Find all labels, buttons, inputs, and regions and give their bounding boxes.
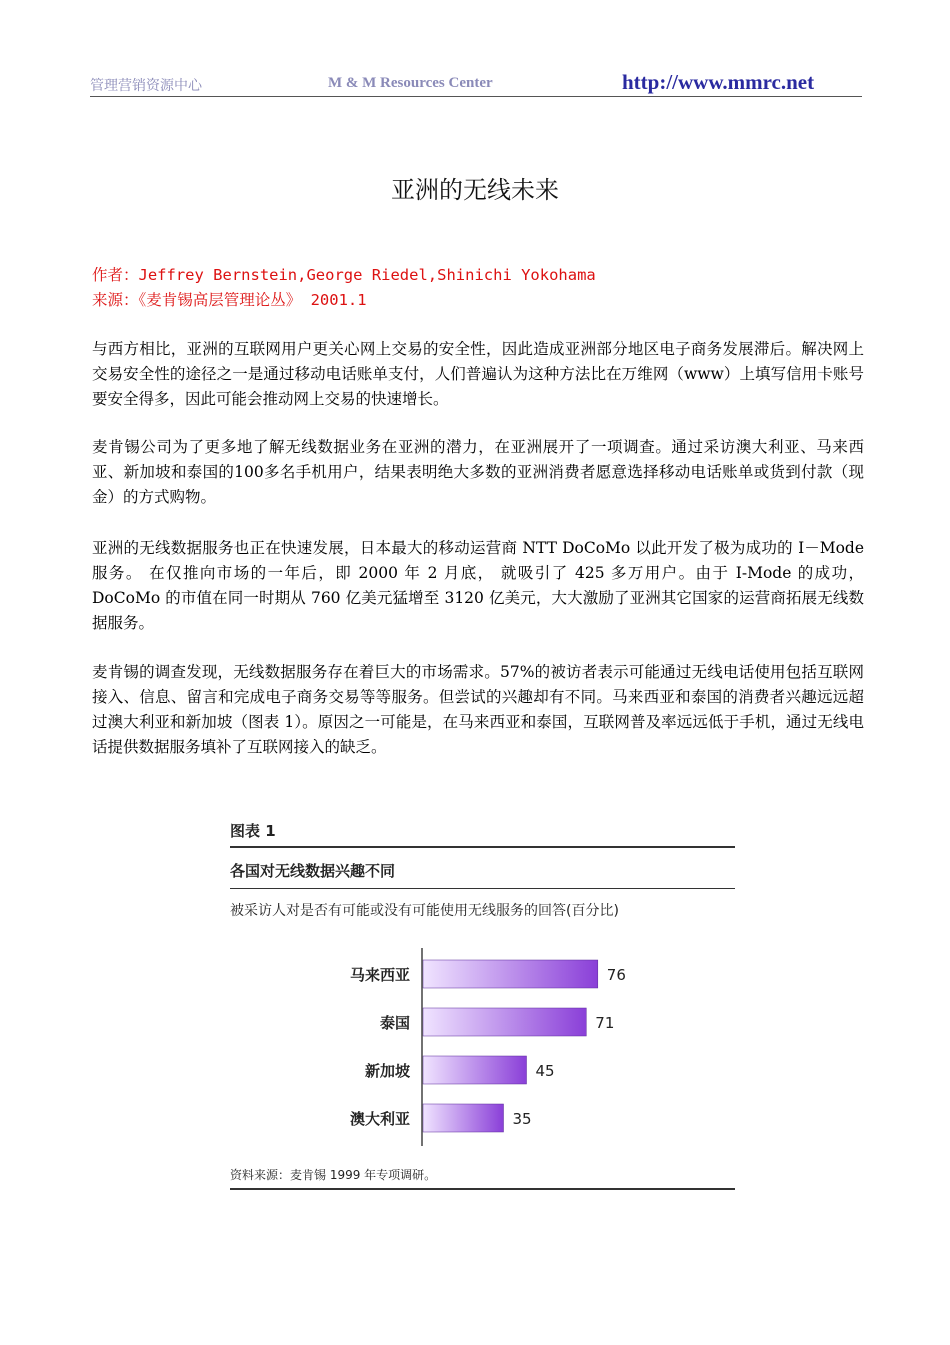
chart-value-label: 76	[606, 966, 626, 984]
chart-bottom-rule	[230, 1188, 735, 1190]
chart-plot	[225, 940, 735, 1170]
page-header	[90, 70, 862, 97]
paragraph-3: 亚洲的无线数据服务也正在快速发展，日本最大的移动运营商 NTT DoCoMo 以此开发了极为成功的 I－Mode 服务。 在仅推向市场的一年后，即 2000 年 2 月底， 就吸引了 425 多万用户。由于 I-Mode 的成功，DoCoMo 的市值在同一时期从 760 亿美元猛增至 3120 亿美元，大大激励了亚洲其它国家的运营商拓展无线数据服务。	[92, 539, 864, 632]
chart-category-label: 泰国	[379, 1014, 410, 1032]
header-org-name: 管理营销资源中心	[90, 78, 202, 94]
chart-bar	[423, 1008, 586, 1036]
chart-bar	[423, 1104, 504, 1132]
chart-category-label: 新加坡	[364, 1062, 410, 1080]
article-author: 作者：Jeffrey Bernstein,George Riedel,Shinichi Yokohama	[92, 266, 596, 284]
header-center-name: M & M Resources Center	[328, 75, 493, 91]
paragraph-1: 与西方相比，亚洲的互联网用户更关心网上交易的安全性，因此造成亚洲部分地区电子商务发展滞后。解决网上交易安全性的途径之一是通过移动电话账单支付，人们普遍认为这种方法比在万维网（www）上填写信用卡账号要安全得多，因此可能会推动网上交易的快速增长。	[92, 340, 864, 408]
article-title: 亚洲的无线未来	[391, 176, 559, 204]
chart-title: 各国对无线数据兴趣不同	[230, 862, 396, 880]
chart-category-label: 马来西亚	[349, 966, 410, 984]
chart-source-note: 资料来源：麦肯锡 1999 年专项调研。	[230, 1168, 437, 1182]
chart-value-label: 45	[535, 1062, 555, 1080]
chart-figure-label: 图表 1	[230, 822, 276, 840]
chart-top-rule	[230, 846, 735, 848]
chart-subtitle: 被采访人对是否有可能或没有可能使用无线服务的回答(百分比)	[230, 903, 619, 919]
chart-category-label: 澳大利亚	[349, 1110, 410, 1128]
paragraph-2: 麦肯锡公司为了更多地了解无线数据业务在亚洲的潜力，在亚洲展开了一项调查。通过采访澳大利亚、马来西亚、新加坡和泰国的100多名手机用户，结果表明绝大多数的亚洲消费者愿意选择移动电话账单或货到付款（现金）的方式购物。	[92, 438, 864, 506]
chart-bar	[423, 1056, 527, 1084]
article-source: 来源：《麦肯锡高层管理论丛》 2001.1	[92, 291, 367, 309]
chart-figure	[225, 820, 735, 1200]
chart-title-rule	[230, 888, 735, 889]
paragraph-4: 麦肯锡的调查发现，无线数据服务存在着巨大的市场需求。57%的被访者表示可能通过无线电话使用包括互联网接入、信息、留言和完成电子商务交易等等服务。但尝试的兴趣却有不同。马来西亚和泰国的消费者兴趣远远超过澳大利亚和新加坡（图表 1）。原因之一可能是，在马来西亚和泰国，互联网普及率远远低于手机，通过无线电话提供数据服务填补了互联网接入的缺乏。	[92, 663, 864, 756]
chart-value-label: 71	[595, 1014, 615, 1032]
chart-bar	[423, 960, 598, 988]
header-url-link[interactable]: http://www.mmrc.net	[622, 70, 815, 94]
chart-value-label: 35	[512, 1110, 532, 1128]
